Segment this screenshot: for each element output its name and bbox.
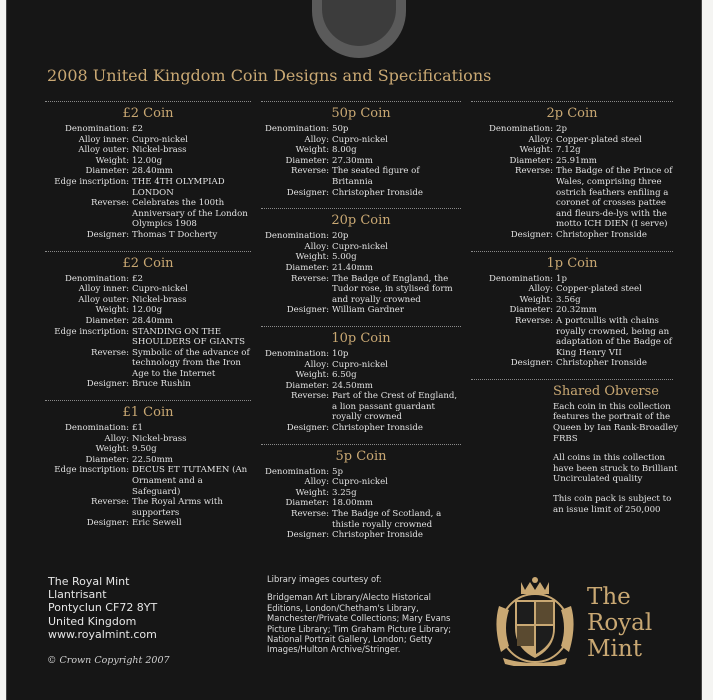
spec-value: 3.56g (556, 294, 581, 305)
section-title: 10p Coin (331, 330, 391, 346)
spec-value: THE 4TH OLYMPIAD LONDON (132, 176, 225, 198)
spec-value: Copper-plated steel (556, 284, 642, 295)
spec-list (45, 124, 251, 241)
spec-value: The Badge of England, the Tudor rose, in stylised form and royally crowned (332, 273, 453, 305)
spec-value: £2 (132, 273, 143, 284)
spec-row (471, 305, 673, 316)
spec-label: Alloy: (304, 359, 329, 370)
coin-section-2p (471, 101, 673, 241)
spec-label: Designer: (86, 379, 129, 390)
spec-value: Part of the Crest of England, a lion passant guardant royally crowned (332, 391, 458, 423)
spec-label: Denomination: (264, 348, 329, 359)
spec-value: Christopher Ironside (332, 187, 423, 198)
spec-value: 20.32mm (556, 305, 597, 316)
spec-row (261, 231, 461, 242)
spec-list (261, 349, 461, 434)
coin-section-1p (471, 251, 673, 369)
spec-row (261, 135, 461, 146)
section-title: £2 Coin (122, 255, 174, 271)
spec-value: Cupro-nickel (332, 241, 388, 252)
spec-value: 28.40mm (132, 315, 173, 326)
spec-value: 18.00mm (332, 498, 373, 509)
spec-label: Designer: (510, 229, 553, 240)
spec-label: Designer: (286, 187, 329, 198)
spec-label: Alloy: (304, 134, 329, 145)
copyright-notice: © Crown Copyright 2007 (47, 655, 170, 666)
spec-label: Weight: (295, 145, 329, 156)
spec-label: Weight: (519, 145, 553, 156)
spec-label: Alloy outer: (78, 145, 129, 156)
spec-row (471, 284, 673, 295)
spec-row (261, 488, 461, 499)
coin-section-5p (261, 444, 461, 541)
spec-label: Reverse: (291, 509, 329, 520)
column-2 (261, 101, 461, 541)
spec-row (261, 124, 461, 135)
spec-row (471, 156, 673, 167)
spec-row (45, 156, 251, 167)
spec-label: Edge inscription: (54, 465, 129, 476)
spec-value: The Royal Arms with supporters (132, 497, 223, 518)
spec-value: Cupro-nickel (332, 134, 388, 145)
spec-value: 25.91mm (556, 155, 597, 166)
spec-label: Denomination: (488, 273, 553, 284)
spec-label: Diameter: (85, 454, 129, 465)
spec-value: Christopher Ironside (556, 358, 647, 369)
spec-label: Diameter: (285, 262, 329, 273)
spec-label: Reverse: (515, 315, 553, 326)
spec-value: 5p (332, 466, 343, 477)
spec-list (45, 423, 251, 529)
spec-label: Diameter: (285, 498, 329, 509)
spec-row (45, 284, 251, 295)
section-title: 2p Coin (546, 106, 598, 121)
spec-value: 3.25g (332, 487, 357, 498)
spec-label: Alloy: (528, 284, 553, 295)
spec-label: Alloy outer: (78, 294, 129, 305)
spec-value: 8.00g (332, 145, 357, 156)
spec-row (261, 349, 461, 360)
spec-value: Nickel-brass (132, 145, 187, 156)
spec-value: 24.50mm (332, 380, 373, 391)
spec-list (471, 124, 673, 241)
spec-value: Cupro-nickel (332, 477, 388, 488)
spec-value: 12.00g (132, 155, 163, 166)
spec-label: Alloy: (528, 134, 553, 145)
spec-value: Cupro-nickel (132, 284, 188, 295)
spec-row (45, 135, 251, 146)
spec-row (471, 316, 673, 358)
spec-value: 27.30mm (332, 155, 373, 166)
shared-obverse-title: Shared Obverse (553, 383, 659, 399)
spec-label: Weight: (95, 444, 129, 455)
spec-label: Reverse: (91, 198, 129, 209)
spec-label: Denomination: (264, 231, 329, 242)
spec-value: William Gardner (332, 305, 405, 316)
spec-row (261, 498, 461, 509)
spec-row (261, 188, 461, 199)
spec-list (261, 124, 461, 198)
spec-label: Diameter: (85, 315, 129, 326)
spec-label: Alloy inner: (78, 284, 129, 295)
spec-list (471, 274, 673, 369)
spec-row (45, 423, 251, 434)
shared-obverse-paragraph: This coin pack is subject to an issue limit of 250,000 (553, 494, 672, 515)
spec-row (261, 305, 461, 316)
spec-row (45, 455, 251, 466)
spec-value: 20p (332, 231, 349, 242)
spec-label: Designer: (286, 530, 329, 541)
spec-value: Christopher Ironside (556, 229, 647, 240)
coin-section-10p (261, 326, 461, 434)
shared-obverse-section (471, 379, 679, 515)
mint-address (48, 575, 157, 641)
spec-label: Alloy: (304, 477, 329, 488)
coin-pack-card (6, 0, 702, 700)
spec-label: Reverse: (91, 347, 129, 358)
column-3 (471, 101, 679, 524)
spec-label: Reverse: (91, 497, 129, 508)
pack-thumb-notch (312, 0, 406, 58)
spec-row (45, 379, 251, 390)
spec-row (261, 509, 461, 530)
spec-value: 2p (556, 124, 567, 134)
spec-label: Weight: (95, 155, 129, 166)
credits-heading: Library images courtesy of: (267, 574, 382, 584)
section-title: £1 Coin (122, 405, 174, 421)
coin-section-2-pound-olympiad (45, 101, 251, 241)
spec-list (45, 274, 251, 391)
spec-label: Diameter: (285, 155, 329, 166)
spec-value: £2 (132, 124, 143, 134)
wordmark-line: Mint (587, 636, 642, 662)
spec-row (45, 145, 251, 156)
spec-label: Reverse: (291, 391, 329, 402)
spec-row (261, 530, 461, 541)
spec-label: Alloy: (304, 241, 329, 252)
spec-row (45, 444, 251, 455)
spec-row (45, 497, 251, 518)
spec-value: Eric Sewell (132, 518, 182, 529)
spec-row (45, 305, 251, 316)
section-title: £2 Coin (122, 106, 174, 121)
spec-label: Reverse: (291, 166, 329, 177)
spec-label: Diameter: (509, 155, 553, 166)
spec-value: Symbolic of the advance of technology from the Iron Age to the Internet (132, 347, 250, 379)
coin-section-20p (261, 208, 461, 316)
spec-value: The Badge of Scotland, a thistle royally crowned (332, 509, 442, 530)
spec-label: Alloy: (104, 433, 129, 444)
spec-value: Thomas T Docherty (132, 229, 218, 240)
spec-row (45, 295, 251, 306)
spec-label: Denomination: (264, 466, 329, 477)
spec-row (45, 177, 251, 198)
spec-row (261, 467, 461, 478)
spec-list (261, 231, 461, 316)
spec-row (45, 518, 251, 529)
wordmark-line: Royal (587, 610, 653, 636)
spec-row (471, 295, 673, 306)
spec-row (471, 274, 673, 285)
address-line: Pontyclun CF72 8YT (48, 601, 158, 615)
section-title: 20p Coin (331, 213, 391, 229)
spec-label: Designer: (286, 305, 329, 316)
coin-section-50p (261, 101, 461, 198)
spec-value: Cupro-nickel (132, 134, 188, 145)
spec-label: Denomination: (488, 124, 553, 134)
spec-row (45, 316, 251, 327)
spec-row (261, 360, 461, 371)
spec-row (261, 252, 461, 263)
spec-value: 21.40mm (332, 262, 373, 273)
spec-value: DECUS ET TUTAMEN (An Ornament and a Safeguard) (132, 465, 248, 497)
spec-value: 22.50mm (132, 454, 173, 465)
spec-value: 12.00g (132, 305, 163, 316)
spec-value: Nickel-brass (132, 294, 187, 305)
spec-label: Denomination: (64, 273, 129, 284)
spec-label: Weight: (95, 305, 129, 316)
royal-crest-icon (493, 576, 577, 666)
spec-label: Edge inscription: (54, 326, 129, 337)
spec-row (261, 156, 461, 167)
spec-row (261, 242, 461, 253)
address-line: The Royal Mint (48, 575, 130, 588)
spec-label: Designer: (286, 423, 329, 434)
address-line: United Kingdom (48, 614, 137, 628)
spec-row (261, 391, 461, 423)
section-title: 50p Coin (331, 106, 391, 121)
spec-label: Designer: (510, 358, 553, 369)
wordmark-line: The (587, 584, 631, 610)
section-title: 5p Coin (335, 448, 387, 464)
spec-row (261, 263, 461, 274)
spec-label: Weight: (519, 294, 553, 305)
coin-section-2-pound-giants (45, 251, 251, 391)
spec-value: A portcullis with chains royally crowned, being an adaptation of the Badge of King Henry VII (556, 315, 672, 358)
spec-row (261, 166, 461, 187)
spec-label: Weight: (295, 252, 329, 263)
spec-label: Designer: (86, 229, 129, 240)
spec-value: 6.50g (332, 370, 357, 381)
spec-row (45, 166, 251, 177)
spec-row (261, 423, 461, 434)
shared-obverse-paragraph: All coins in this collection have been struck to Brilliant Uncirculated quality (553, 453, 678, 485)
spec-row (471, 230, 673, 241)
spec-row (45, 198, 251, 230)
spec-value: £1 (132, 423, 143, 434)
spec-label: Diameter: (85, 166, 129, 177)
spec-value: 9.50g (132, 444, 157, 455)
spec-row (471, 124, 673, 135)
spec-row (45, 465, 251, 497)
spec-row (261, 381, 461, 392)
spec-value: The seated figure of Britannia (332, 166, 420, 187)
credits-text: Bridgeman Art Library/Alecto Historical Editions, London/Chetham's Library, Manchester/Private Collections; Mary Evans Picture Library; Tim Graham Picture Library; National Portrait Gallery, London; Getty Images/Hulton Archive/Stringer. (267, 592, 452, 655)
spec-value: Celebrates the 100th Anniversary of the London Olympics 1908 (132, 198, 248, 230)
spec-value: 1p (556, 273, 567, 284)
spec-value: 50p (332, 124, 349, 134)
spec-label: Reverse: (515, 166, 553, 177)
spec-label: Denomination: (64, 124, 129, 134)
spec-row (45, 434, 251, 445)
spec-label: Denomination: (264, 124, 329, 134)
spec-value: 5.00g (332, 252, 357, 263)
spec-label: Diameter: (285, 380, 329, 391)
spec-row (45, 274, 251, 285)
address-line: Llantrisant (48, 588, 107, 602)
spec-label: Diameter: (509, 305, 553, 316)
spec-row (261, 477, 461, 488)
spec-row (45, 124, 251, 135)
spec-value: Nickel-brass (132, 433, 187, 444)
spec-row (45, 327, 251, 348)
spec-row (471, 358, 673, 369)
spec-value: Christopher Ironside (332, 423, 423, 434)
spec-label: Reverse: (291, 273, 329, 284)
spec-row (261, 145, 461, 156)
spec-row (45, 348, 251, 380)
section-title: 1p Coin (546, 255, 598, 271)
spec-value: 28.40mm (132, 166, 173, 177)
spec-row (471, 145, 673, 156)
spec-value: 7.12g (556, 145, 581, 156)
spec-label: Weight: (295, 487, 329, 498)
spec-label: Weight: (295, 370, 329, 381)
spec-row (261, 370, 461, 381)
page-title: 2008 United Kingdom Coin Designs and Specifications (47, 66, 492, 85)
spec-row (45, 230, 251, 241)
spec-label: Designer: (86, 518, 129, 529)
spec-value: Copper-plated steel (556, 134, 642, 145)
spec-label: Denomination: (64, 423, 129, 434)
spec-list (261, 467, 461, 541)
spec-label: Alloy inner: (78, 134, 129, 145)
image-credits (267, 574, 467, 655)
spec-row (471, 166, 673, 230)
shared-obverse-paragraph: Each coin in this collection features the portrait of the Queen by Ian Rank-Broadley FRBS (553, 401, 679, 444)
website-link[interactable]: www.royalmint.com (48, 627, 157, 641)
column-1 (45, 101, 251, 529)
spec-value: Bruce Rushin (132, 379, 191, 390)
spec-row (471, 135, 673, 146)
royal-mint-wordmark (587, 584, 652, 662)
spec-value: Cupro-nickel (332, 359, 388, 370)
spec-value: STANDING ON THE SHOULDERS OF GIANTS (132, 326, 245, 348)
spec-value: The Badge of the Prince of Wales, comprising three ostrich feathers enfiling a coronet of crosses pattee and fleurs-de-lys with the motto ICH DIEN (I serve) (556, 166, 673, 230)
spec-value: Christopher Ironside (332, 530, 423, 541)
spec-label: Edge inscription: (54, 176, 129, 187)
spec-value: 10p (332, 348, 349, 359)
coin-section-1-pound (45, 400, 251, 529)
spec-row (261, 274, 461, 306)
